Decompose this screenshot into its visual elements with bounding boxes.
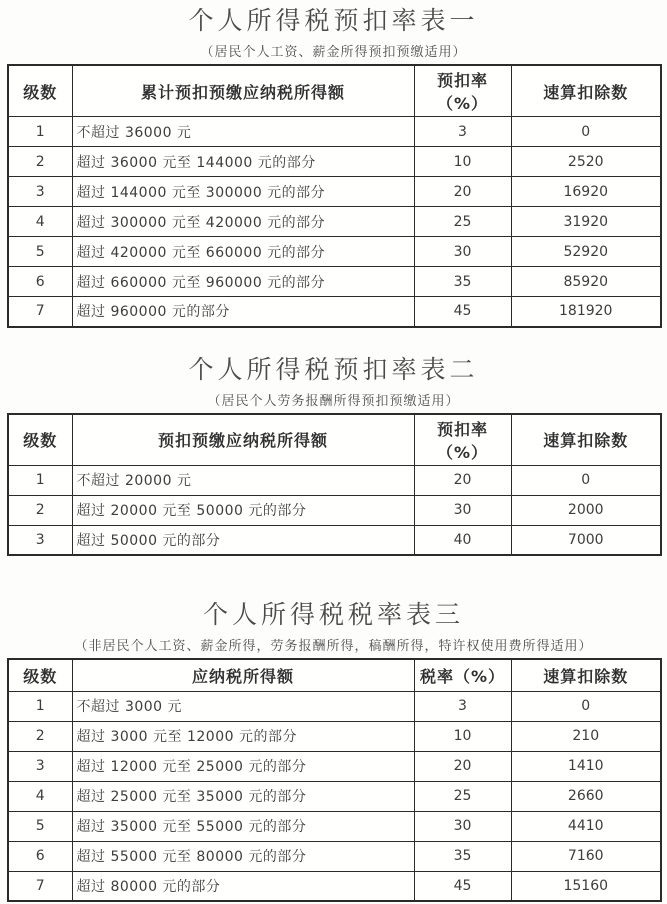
cell-rate: 30 xyxy=(414,237,511,267)
table-row xyxy=(8,207,661,237)
cell-rate: 40 xyxy=(414,525,511,555)
cell-level: 5 xyxy=(8,811,72,841)
table-row xyxy=(8,495,661,525)
table-row xyxy=(8,751,661,781)
cell-quick-deduction: 1410 xyxy=(511,751,661,781)
cell-level: 6 xyxy=(8,267,72,297)
cell-quick-deduction: 0 xyxy=(511,465,661,495)
header-withholding-rate: 预扣率（%） xyxy=(414,414,511,466)
cell-level: 4 xyxy=(8,781,72,811)
cell-level: 2 xyxy=(8,721,72,751)
cell-rate: 20 xyxy=(414,177,511,207)
cell-income-bracket: 超过 25000 元至 35000 元的部分 xyxy=(72,781,414,811)
table-row xyxy=(8,841,661,871)
table-2-title: 个人所得税预扣率表二 xyxy=(188,354,479,384)
cell-quick-deduction: 52920 xyxy=(511,237,661,267)
header-quick-deduction: 速算扣除数 xyxy=(511,65,661,117)
cell-level: 1 xyxy=(8,465,72,495)
header-quick-deduction: 速算扣除数 xyxy=(511,414,661,466)
cell-income-bracket: 超过 80000 元的部分 xyxy=(72,871,414,901)
table-row xyxy=(8,267,661,297)
cell-income-bracket: 超过 144000 元至 300000 元的部分 xyxy=(72,177,414,207)
table-2-subtitle: （居民个人劳务报酬所得预扣预缴适用） xyxy=(207,393,460,409)
cell-income-bracket: 超过 660000 元至 960000 元的部分 xyxy=(72,267,414,297)
cell-level: 2 xyxy=(8,495,72,525)
cell-level: 3 xyxy=(8,177,72,207)
cell-quick-deduction: 15160 xyxy=(511,871,661,901)
cell-quick-deduction: 2660 xyxy=(511,781,661,811)
cell-quick-deduction: 181920 xyxy=(511,297,661,327)
section-spacer xyxy=(7,328,660,355)
cell-quick-deduction: 16920 xyxy=(511,177,661,207)
cell-level: 7 xyxy=(8,871,72,901)
cell-level: 7 xyxy=(8,297,72,327)
cell-level: 3 xyxy=(8,525,72,555)
cell-quick-deduction: 4410 xyxy=(511,811,661,841)
table-row xyxy=(8,177,661,207)
header-withholding-rate: 预扣率（%） xyxy=(414,65,511,117)
cell-income-bracket: 超过 35000 元至 55000 元的部分 xyxy=(72,811,414,841)
cell-rate: 25 xyxy=(414,781,511,811)
table-row xyxy=(8,691,661,721)
cell-income-bracket: 不超过 3000 元 xyxy=(72,691,414,721)
table-1-subtitle: （居民个人工资、薪金所得预扣预缴适用） xyxy=(200,45,467,60)
cell-rate: 20 xyxy=(414,751,511,781)
cell-rate: 30 xyxy=(414,495,511,525)
header-level: 级数 xyxy=(8,65,72,117)
cell-quick-deduction: 85920 xyxy=(511,267,661,297)
table-row xyxy=(8,297,661,327)
section-withholding-table-1 xyxy=(7,6,660,328)
header-taxable-income: 应纳税所得额 xyxy=(72,659,414,691)
table-row xyxy=(8,811,661,841)
cell-rate: 20 xyxy=(414,465,511,495)
table-header-row xyxy=(8,414,661,466)
cell-level: 2 xyxy=(8,147,72,177)
cell-rate: 10 xyxy=(414,147,511,177)
header-tax-rate: 税率（%） xyxy=(414,659,511,691)
table-1-title: 个人所得税预扣率表一 xyxy=(188,6,479,35)
cell-quick-deduction: 31920 xyxy=(511,207,661,237)
cell-level: 3 xyxy=(8,751,72,781)
cell-quick-deduction: 210 xyxy=(511,721,661,751)
cell-quick-deduction: 7000 xyxy=(511,525,661,555)
cell-income-bracket: 超过 420000 元至 660000 元的部分 xyxy=(72,237,414,267)
cell-level: 1 xyxy=(8,117,72,147)
header-quick-deduction: 速算扣除数 xyxy=(511,659,661,691)
cell-level: 5 xyxy=(8,237,72,267)
table-row xyxy=(8,721,661,751)
cell-income-bracket: 不超过 36000 元 xyxy=(72,117,414,147)
cell-rate: 45 xyxy=(414,871,511,901)
cell-quick-deduction: 7160 xyxy=(511,841,661,871)
header-level: 级数 xyxy=(8,414,72,466)
cell-income-bracket: 超过 12000 元至 25000 元的部分 xyxy=(72,751,414,781)
cell-income-bracket: 不超过 20000 元 xyxy=(72,465,414,495)
cell-income-bracket: 超过 55000 元至 80000 元的部分 xyxy=(72,841,414,871)
cell-level: 1 xyxy=(8,691,72,721)
cell-quick-deduction: 2520 xyxy=(511,147,661,177)
tax-table-2 xyxy=(7,413,662,557)
cell-rate: 35 xyxy=(414,267,511,297)
cell-rate: 25 xyxy=(414,207,511,237)
header-level: 级数 xyxy=(8,659,72,691)
table-3-title: 个人所得税税率表三 xyxy=(202,600,464,629)
table-header-row xyxy=(8,65,661,117)
cell-income-bracket: 超过 300000 元至 420000 元的部分 xyxy=(72,207,414,237)
cell-income-bracket: 超过 960000 元的部分 xyxy=(72,297,414,327)
cell-income-bracket: 超过 36000 元至 144000 元的部分 xyxy=(72,147,414,177)
table-row xyxy=(8,871,661,901)
cell-rate: 30 xyxy=(414,811,511,841)
table-row xyxy=(8,117,661,147)
table-row xyxy=(8,781,661,811)
cell-level: 6 xyxy=(8,841,72,871)
table-row xyxy=(8,465,661,495)
table-row xyxy=(8,237,661,267)
section-withholding-table-2 xyxy=(7,355,660,557)
cell-rate: 45 xyxy=(414,297,511,327)
cell-income-bracket: 超过 20000 元至 50000 元的部分 xyxy=(72,495,414,525)
cell-rate: 10 xyxy=(414,721,511,751)
cell-income-bracket: 超过 50000 元的部分 xyxy=(72,525,414,555)
header-taxable-income: 累计预扣预缴应纳税所得额 xyxy=(72,65,414,117)
cell-quick-deduction: 2000 xyxy=(511,495,661,525)
tax-table-3 xyxy=(7,658,662,902)
tax-table-1 xyxy=(7,64,662,328)
table-3-subtitle: （非居民个人工资、薪金所得，劳务报酬所得，稿酬所得，特许权使用费所得适用） xyxy=(74,639,593,654)
cell-income-bracket: 超过 3000 元至 12000 元的部分 xyxy=(72,721,414,751)
cell-level: 4 xyxy=(8,207,72,237)
table-row xyxy=(8,525,661,555)
table-header-row xyxy=(8,659,661,691)
section-spacer xyxy=(7,556,660,600)
cell-rate: 35 xyxy=(414,841,511,871)
section-tax-rate-table-3 xyxy=(7,600,660,902)
cell-rate: 3 xyxy=(414,691,511,721)
table-row xyxy=(8,147,661,177)
cell-quick-deduction: 0 xyxy=(511,691,661,721)
cell-rate: 3 xyxy=(414,117,511,147)
header-taxable-income: 预扣预缴应纳税所得额 xyxy=(72,414,414,466)
cell-quick-deduction: 0 xyxy=(511,117,661,147)
